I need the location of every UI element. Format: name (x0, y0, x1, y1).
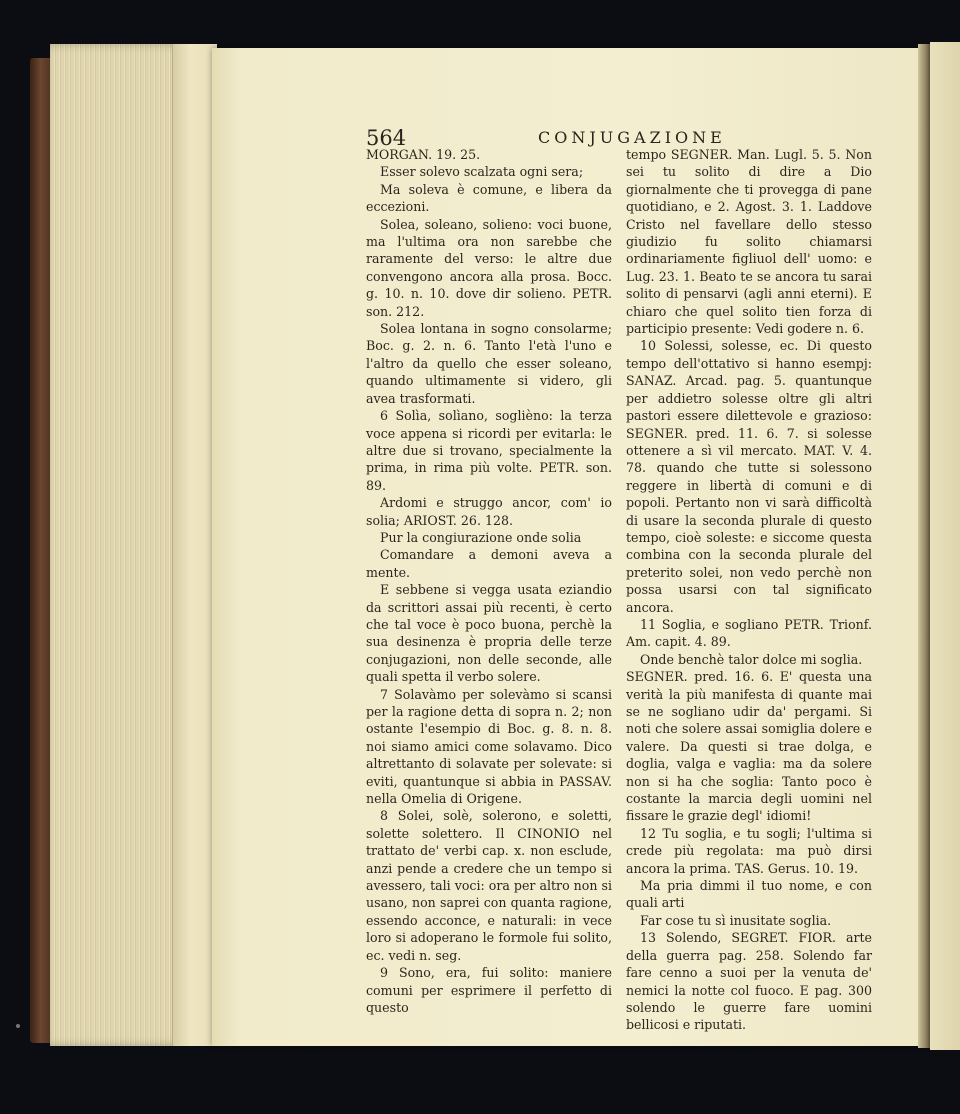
paragraph: Far cose tu sì inusitate soglia. (640, 912, 832, 928)
paragraph: Pur la congiurazione onde solia (380, 529, 582, 545)
paragraph: MORGAN. 19. 25. (366, 147, 481, 162)
dust-speck (16, 1024, 20, 1028)
paragraph: Solea lontana in sogno consolarme; Boc. g. 2. n. 6. Tanto l'età l'uno e l'altro da quello che esser soleano, quando ultimamente si videro, gli avea trasformati. (366, 321, 612, 406)
paragraph: 6 Solìa, solìano, soglièno: la terza voce appena si ricordi per evitarla: le altre due si trovano, specialmente la prima, in rima più volte. PETR. son. 89. (366, 408, 612, 493)
red-ink-mark (146, 924, 162, 950)
paragraph: SEGNER. pred. 16. 6. E' questa una verità la più manifesta di quante mai se ne sogliano udir da' pergami. Si noti che solere assai somiglia dolere e valere. Da questi si trae dolga, e doglia, valga e vaglia: ma da solere non si ha che soglia: Tanto poco è costante la marcia degli uomini nel fissare le grazie degl' idiomi! (626, 669, 872, 824)
paragraph: Esser solevo scalzata ogni sera; (380, 164, 584, 180)
page-number: 564 (366, 126, 407, 150)
paragraph: Onde benchè talor dolce mi soglia. (640, 651, 863, 667)
running-title: CONJUGAZIONE (538, 128, 726, 147)
paragraph: Ma soleva è comune, e libera da eccezioni. (366, 181, 612, 215)
paragraph: 9 Sono, era, fui solito: maniere comuni per esprimere il perfetto di questo (366, 965, 612, 1015)
text-column-right (626, 146, 872, 1034)
paragraph: 12 Tu soglia, e tu sogli; l'ultima si crede più regolata: ma può dirsi ancora la prima. TAS. Gerus. 10. 19. (626, 825, 872, 876)
paragraph: 10 Solessi, solesse, ec. Di questo tempo dell'ottativo si hanno esempj: SANAZ. Arcad. pag. 5. quantunque per addietro solesse oltre gli altri pastori essere dilettevole e grazioso: SEGNER. pred. 11. 6. 7. si solesse ottenere a sì vil mercato. MAT. V. 4. 78. quando che tutte si solessono reggere in libertà di comuni e di popoli. Pertanto non vi sarà difficoltà di usare la seconda plurale di questo tempo, cioè soleste: e siccome questa combina con la seconda plurale del preterito solei, non vedo perchè non possa usarsi con tal significato ancora. (626, 338, 872, 615)
facing-page-edge (930, 42, 960, 1050)
page-stack-edge (172, 44, 217, 1046)
paragraph: Solea, soleano, solieno: voci buone, ma l'ultima ora non sarebbe che raramente del verso: le altre due convengono ancora alla prosa. Bocc. g. 10. n. 10. dove dir solieno. PETR. son. 212. (366, 216, 612, 319)
paragraph: tempo SEGNER. Man. Lugl. 5. 5. Non sei tu solito di dire a Dio giornalmente che ti provegga di pane quotidiano, e 2. Agost. 3. 1. Laddove Cristo nel favellare dello stesso giudizio fu solito chiamarsi ordinariamente figliuol dell' uomo: e Lug. 23. 1. Beato te se ancora tu sarai solito di pensarvi (agli anni eterni). E chiaro che quel solito tien forza di participio presente: Vedi godere n. 6. (626, 147, 872, 337)
paragraph: 8 Solei, solè, solerono, e soletti, solette solettero. Il CINONIO nel trattato de' verbi cap. x. non esclude, anzi pende a credere che un tempo si avessero, tali voci: ora per altro non si usano, non saprei con quanta ragione, essendo acconce, e naturali: in vece loro si adoperano le formole fui solito, ec. vedi n. seg. (366, 808, 612, 963)
paragraph: Ardomi e struggo ancor, com' io solia; ARIOST. 26. 128. (366, 495, 612, 528)
paragraph: 7 Solavàmo per solevàmo si scansi per la ragione detta di sopra n. 2; non ostante l'esempio di Boc. g. 8. n. 8. noi siamo amici come solavamo. Dico altrettanto di solavate per solevate: si eviti, quantunque si abbia in PASSAV. nella Omelia di Origene. (366, 686, 612, 807)
paragraph: Ma pria dimmi il tuo nome, e con quali arti (626, 878, 872, 911)
paragraph: 13 Solendo, SEGRET. FIOR. arte della guerra pag. 258. Solendo far fare cenno a suoi per la venuta de' nemici la notte col fuoco. E pag. 300 solendo le guerre fare uomini bellicosi e riputati. (626, 930, 872, 1033)
paragraph: Comandare a demoni aveva a mente. (366, 547, 612, 580)
paragraph: 11 Soglia, e sogliano PETR. Trionf. Am. capit. 4. 89. (626, 616, 872, 650)
text-column-left (366, 146, 612, 1016)
paragraph: E sebbene si vegga usata eziandio da scrittori assai più recenti, è certo che tal voce è poco buona, perchè la sua desinenza è propria delle terze conjugazioni, non delle seconde, alle quali spetta il verbo solere. (366, 582, 612, 685)
